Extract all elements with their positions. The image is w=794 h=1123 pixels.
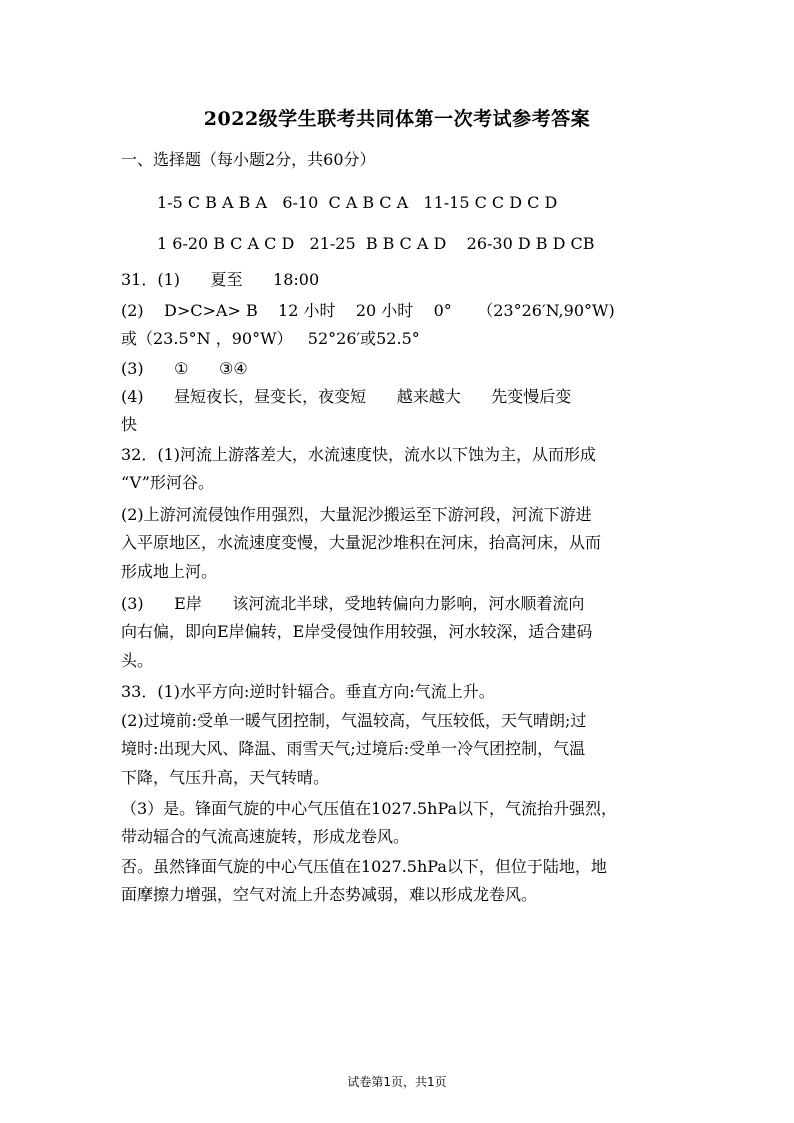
q31-part2-line1: (2) D>C>A> B 12 小时 20 小时 0° （23°26′N,90°W) [121,301,615,320]
mc-answers-row1: 1-5 C B A B A 6-10 C A B C A 11-15 C C D C D [157,193,558,212]
q31-part1: 31．(1) 夏至 18:00 [121,270,320,289]
q32-line7: 向右偏，即向E岸偏转，E岸受侵蚀作用较强，河水较深，适合建码 [121,622,593,641]
q32-line3: (2)上游河流侵蚀作用强烈，大量泥沙搬运至下游河段，河流下游进 [121,505,592,524]
q31-part4-line2: 快 [121,415,138,434]
q32-line2: “V”形河谷。 [121,473,214,492]
q33-line6: 带动辐合的气流高速旋转，形成龙卷风。 [121,827,410,846]
q32-line5: 形成地上河。 [121,562,218,581]
mc-answers-row2: 1 6-20 B C A C D 21-25 B B C A D 26-30 D B D CB [157,234,595,253]
q33-line1: 33．(1)水平方向:逆时针辐合。垂直方向:气流上升。 [121,682,495,701]
page-title: 2022级学生联考共同体第一次考试参考答案 [203,108,591,130]
page-footer: 试卷第1页，共1页 [347,1075,447,1089]
q31-part2-line2: 或（23.5°N ，90°W） 52°26′或52.5° [121,329,420,348]
q33-line2: (2)过境前:受单一暖气团控制，气温较高，气压较低，天气晴朗;过 [121,711,587,730]
q33-line4: 下降，气压升高，天气转晴。 [121,768,330,787]
q31-part4-line1: (4) 昼短夜长，昼变长，夜变短 越来越大 先变慢后变 [121,387,572,406]
q32-line6: (3) E岸 该河流北半球，受地转偏向力影响，河水顺着流向 [121,594,585,613]
q31-part3: (3) ① ③④ [121,359,248,378]
q32-line4: 入平原地区，水流速度变慢，大量泥沙堆积在河床，抬高河床，从而 [121,533,602,552]
q33-line5: （3）是。锋面气旋的中心气压值在1027.5hPa以下，气流抬升强烈， [121,799,618,818]
q32-line8: 头。 [121,651,154,670]
q33-line8: 面摩擦力增强，空气对流上升态势减弱，难以形成龙卷风。 [121,885,538,904]
section1-heading: 一、选择题（每小题2分，共60分） [121,150,376,169]
q33-line3: 境时:出现大风、降温、雨雪天气;过境后:受单一冷气团控制，气温 [121,739,586,758]
q33-line7: 否。虽然锋面气旋的中心气压值在1027.5hPa以下，但位于陆地，地 [121,857,607,876]
q32-line1: 32．(1)河流上游落差大，水流速度快，流水以下蚀为主，从而形成 [121,445,597,464]
